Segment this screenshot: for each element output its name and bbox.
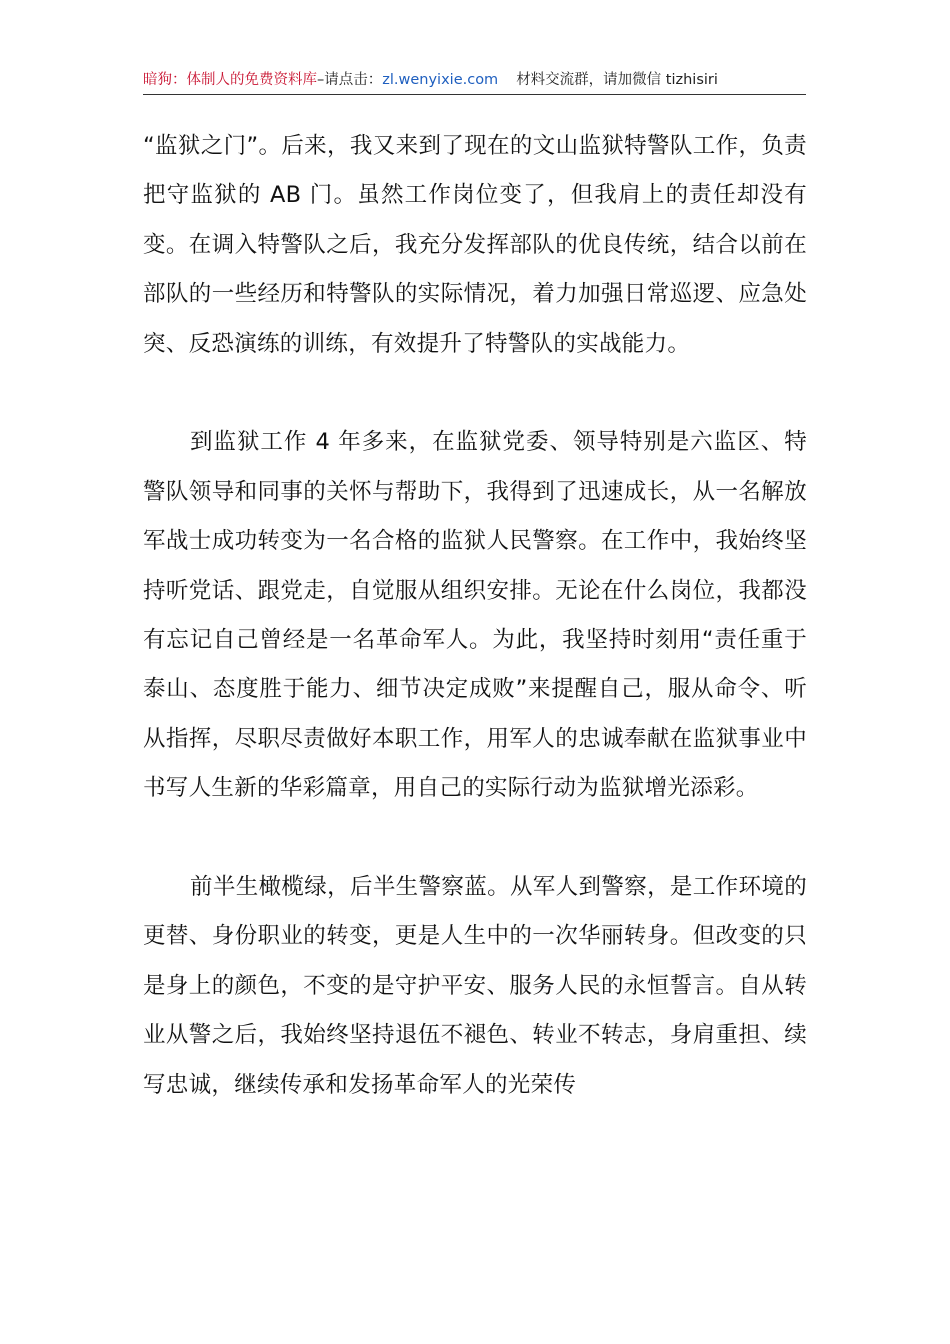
header-link[interactable]: zl.wenyixie.com — [382, 72, 499, 88]
paragraph-2: 到监狱工作 4 年多来，在监狱党委、领导特别是六监区、特警队领导和同事的关怀与帮助下，我得到了迅速成长，从一名解放军战士成功转变为一名合格的监狱人民警察。在工作中，我始终坚持听党话、跟党走，自觉服从组织安排。无论在什么岗位，我都没有忘记自己曾经是一名革命军人。为此，我坚持时刻用“责任重于泰山、态度胜于能力、细节决定成败”来提醒自己，服从命令、听从指挥，尽职尽责做好本职工作，用军人的忠诚奉献在监狱事业中书写人生新的华彩篇章，用自己的实际行动为监狱增光添彩。 — [143, 429, 807, 802]
header-wechat: 材料交流群，请加微信 tizhisiri — [516, 72, 718, 88]
paragraph-1: “监狱之门”。后来，我又来到了现在的文山监狱特警队工作，负责把守监狱的 AB 门。虽然工作岗位变了，但我肩上的责任却没有变。在调入特警队之后，我充分发挥部队的优良传统，结合以前在部队的一些经历和特警队的实际情况，着力加强日常巡逻、应急处突、反恐演练的训练，有效提升了特警队的实战能力。 — [143, 133, 807, 357]
page-header — [143, 70, 806, 95]
paragraph-gap — [143, 369, 807, 418]
paragraph-gap — [143, 814, 807, 863]
paragraph-3: 前半生橄榄绿，后半生警察蓝。从军人到警察，是工作环境的更替、身份职业的转变，更是人生中的一次华丽转身。但改变的只是身上的颜色，不变的是守护平安、服务人民的永恒誓言。自从转业从警之后，我始终坚持退伍不褪色、转业不转志，身肩重担、续写忠诚，继续传承和发扬革命军人的光荣传 — [143, 874, 807, 1098]
header-prompt: –请点击： — [317, 72, 383, 88]
document-body — [143, 122, 807, 1110]
header-brand: 暗狗：体制人的免费资料库 — [143, 72, 317, 88]
